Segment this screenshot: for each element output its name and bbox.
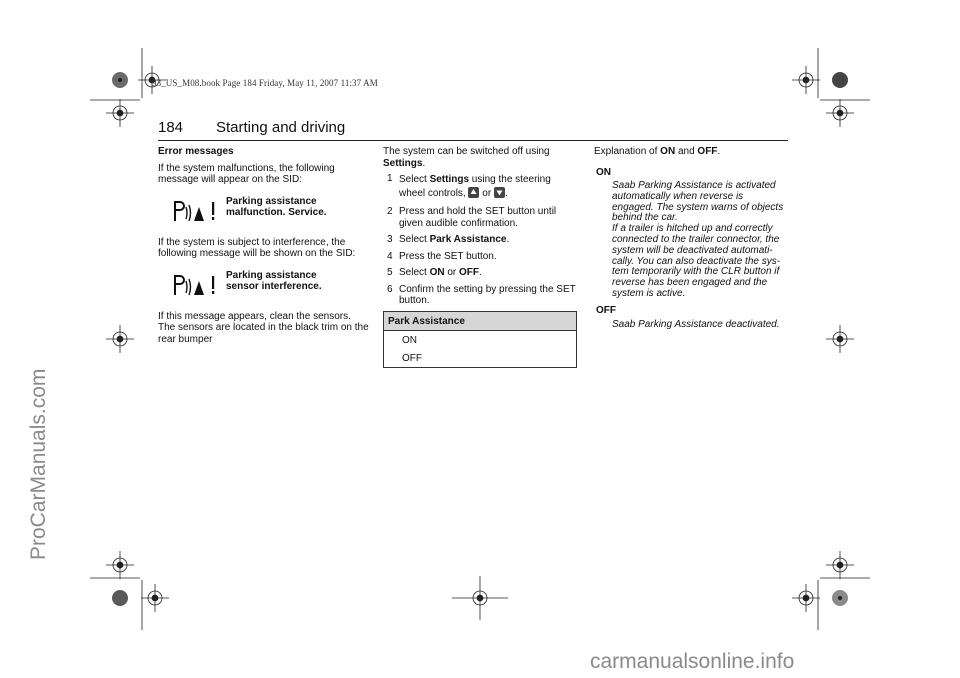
registration-mark-icon — [112, 590, 128, 606]
registration-mark-icon — [106, 325, 134, 353]
malfunction-intro: If the system malfunctions, the following message will appear on the SID: — [158, 162, 335, 185]
on-description: Saab Parking Assistance is activated automatically when reverse is engaged. The system warns of objects behind the car. If a trailer is hitched up and correctly connected to the trailer connector, the system will be deactivated automati- cally. You can also deactivate the sys- tem temporarily with the CLR button if reverse has been engaged and the system is active. — [612, 180, 784, 299]
sid-message-malfunction — [158, 196, 370, 223]
step-6: 6 Confirm the setting by pressing the SET button. — [387, 283, 576, 306]
park-assistance-menu-table — [383, 311, 577, 368]
column-explanation — [594, 146, 794, 331]
step-1: 1 Select Settings using the steering wheel controls, or . — [387, 173, 551, 199]
registration-mark-icon — [832, 72, 848, 88]
interference-intro: If the system is subject to interference, the following message will be shown on the SID: — [158, 236, 356, 259]
settings-intro: The system can be switched off using Settings. — [383, 146, 550, 169]
off-label: OFF — [596, 304, 616, 316]
table-header: Park Assistance — [384, 312, 577, 331]
registration-mark-icon — [106, 99, 134, 127]
column-error-messages — [158, 146, 370, 345]
file-info: 93_US_M08.book Page 184 Friday, May 11, 2007 11:37 AM — [152, 78, 378, 88]
parking-assistance-warning-icon — [172, 199, 220, 223]
on-label: ON — [596, 166, 611, 178]
table-row-on: ON — [402, 334, 417, 346]
registration-mark-icon — [792, 66, 820, 94]
registration-mark-icon — [106, 551, 134, 579]
watermark-carmanualsonline: carmanualsonline.info — [590, 650, 795, 673]
step-4: 4 Press the SET button. — [387, 250, 497, 262]
registration-mark-icon — [826, 551, 854, 579]
steering-wheel-up-button-icon — [468, 187, 479, 198]
page-number: 184 — [158, 119, 184, 136]
registration-mark-icon — [826, 325, 854, 353]
msg-interference-line1: Parking assistance — [226, 269, 317, 281]
explanation-intro: Explanation of ON and OFF. — [594, 146, 721, 157]
error-messages-heading: Error messages — [158, 146, 234, 157]
registration-mark-icon — [792, 584, 820, 612]
registration-mark-icon — [826, 99, 854, 127]
sid-message-interference — [158, 270, 370, 297]
off-description: Saab Parking Assistance deactivated. — [612, 319, 780, 331]
msg-interference-line2: sensor interference. — [226, 281, 322, 292]
column-settings — [383, 146, 579, 307]
header-rule — [158, 140, 788, 141]
registration-mark-icon — [141, 584, 169, 612]
watermark-procarmanuals: ProCarManuals.com — [27, 368, 50, 560]
step-3: 3 Select Park Assistance. — [387, 234, 510, 245]
table-row-off: OFF — [402, 352, 422, 364]
section-title: Starting and driving — [216, 119, 346, 136]
parking-assistance-warning-icon — [172, 273, 220, 297]
registration-mark-icon — [452, 576, 508, 620]
msg-malfunction-line1: Parking assistance — [226, 195, 317, 207]
step-2: 2 Press and hold the SET button until given audible confirmation. — [387, 206, 557, 229]
steering-wheel-down-button-icon — [494, 187, 505, 198]
clean-sensors-text: If this message appears, clean the sensors. The sensors are located in the black trim on the rear bumper — [158, 310, 369, 345]
msg-malfunction-line2: malfunction. Service. — [226, 207, 327, 218]
step-5: 5 Select ON or OFF. — [387, 267, 482, 278]
